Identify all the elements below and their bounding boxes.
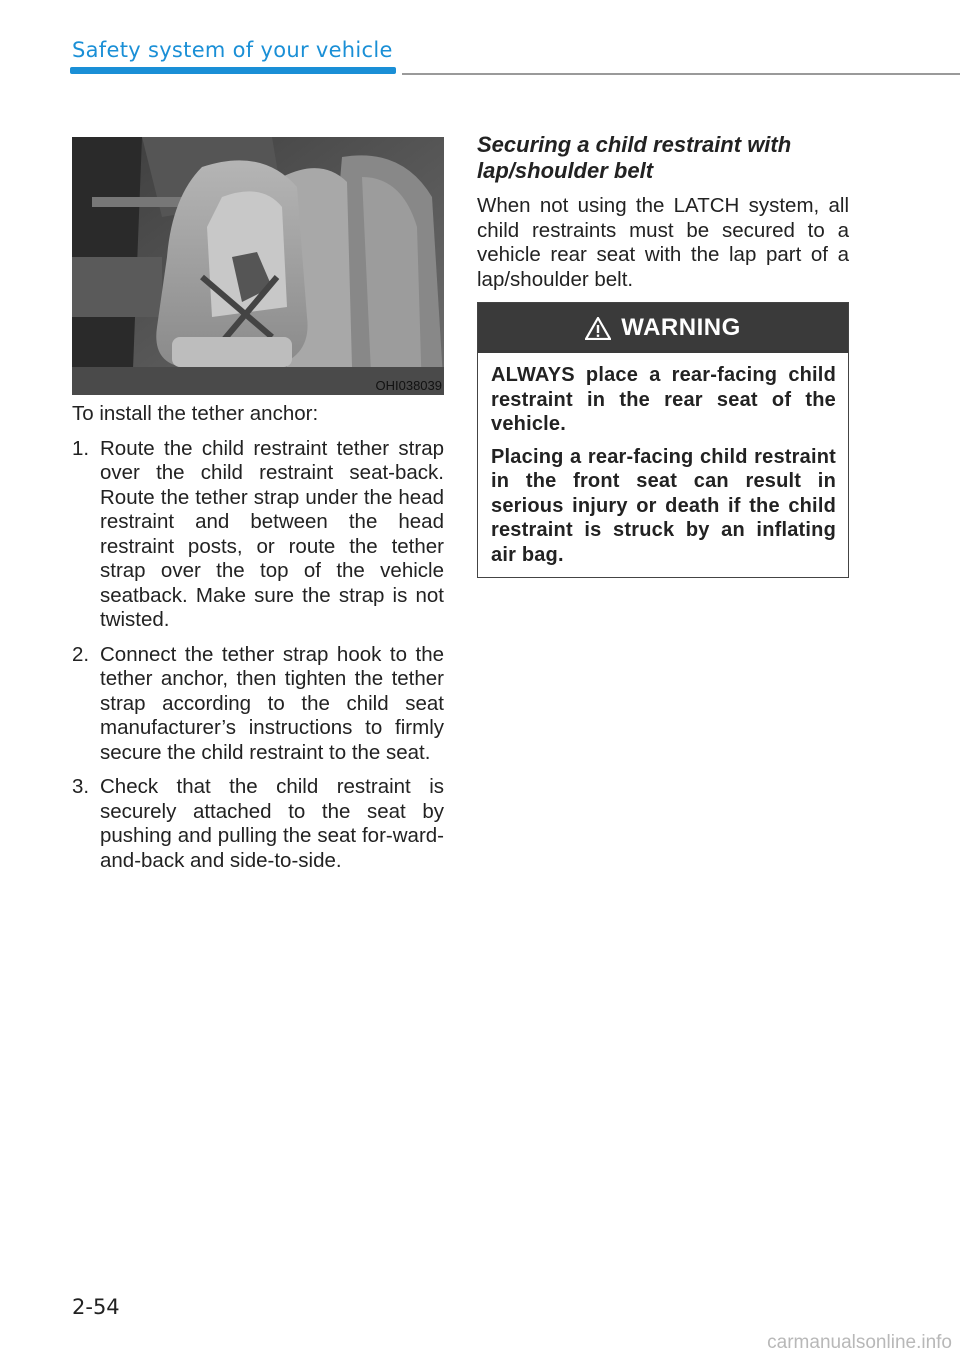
left-column: [72, 402, 444, 883]
figure-code: OHI038039: [375, 378, 442, 393]
warning-paragraph: Placing a rear-facing child restraint in the front seat can result in serious injury or death if the child restraint is struck by an inflating air bag.: [491, 445, 836, 566]
step-text: Connect the tether strap hook to the tether anchor, then tighten the tether strap according to the child seat manufacturer’s instructions to firmly secure the child restraint to the seat.: [100, 642, 444, 764]
list-item: [72, 437, 444, 633]
watermark: carmanualsonline.info: [767, 1332, 952, 1353]
step-text: Check that the child restraint is securely attached to the seat by pushing and pulling the seat for-ward-and-back and side-to-side.: [100, 775, 444, 872]
child-seat-illustration: [72, 137, 444, 395]
section-accent-bar: [70, 67, 396, 74]
tether-steps-list: [72, 437, 444, 874]
right-column: [477, 132, 849, 292]
subsection-heading: Securing a child restraint with lap/shoulder belt: [477, 132, 792, 183]
warning-header: [478, 303, 848, 353]
warning-paragraph: ALWAYS place a rear-facing child restraint in the rear seat of the vehicle.: [491, 364, 836, 435]
step-number: 3.: [72, 775, 90, 798]
step-number: 2.: [72, 642, 90, 666]
list-item: [72, 775, 444, 873]
warning-title: WARNING: [621, 314, 741, 341]
warning-triangle-icon: [585, 317, 611, 340]
warning-body: [478, 353, 848, 567]
step-number: 1.: [72, 436, 90, 460]
lap-belt-paragraph: When not using the LATCH system, all child restraints must be secured to a vehicle rear seat with the lap part of a lap/shoulder belt.: [477, 194, 849, 291]
tether-intro: To install the tether anchor:: [72, 402, 319, 425]
section-title: Safety system of your vehicle: [72, 38, 393, 62]
list-item: [72, 643, 444, 766]
step-text: Route the child restraint tether strap over the child restraint seat-back. Route the tether strap under the head restraint and between the head restraint posts, or route the tether strap over the top of the vehicle seatback. Make sure the strap is not twisted.: [100, 436, 444, 631]
header-rule: [402, 73, 960, 75]
page-number: 2-54: [72, 1295, 120, 1319]
warning-box: [477, 302, 849, 578]
child-seat-photo: [72, 137, 444, 395]
